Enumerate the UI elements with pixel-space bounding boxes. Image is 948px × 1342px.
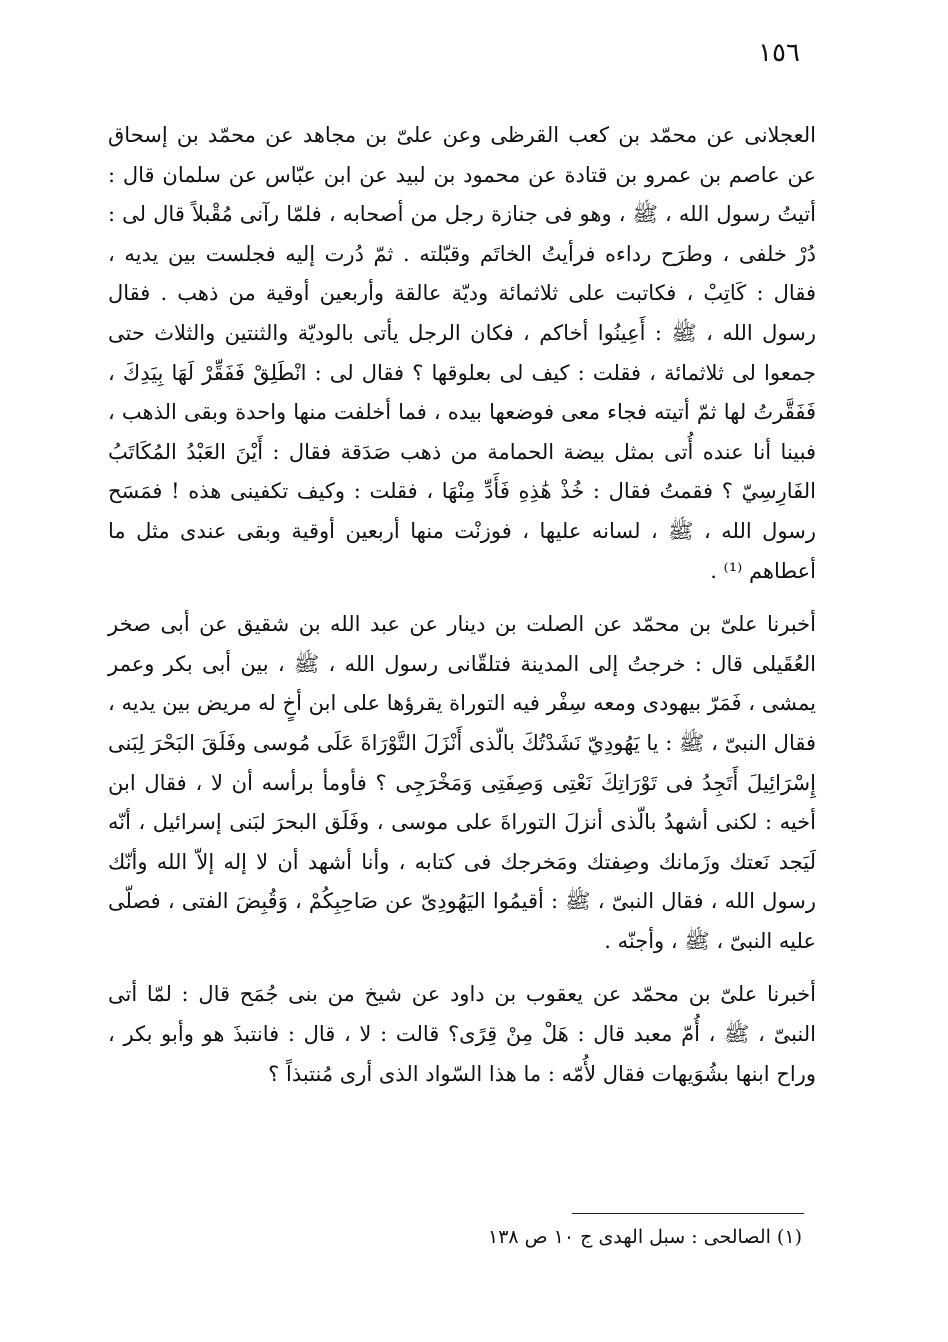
footnote: (١) الصالحى : سبل الهدى ج ١٠ ص ١٣٨ xyxy=(487,1226,802,1248)
page-number: ١٥٦ xyxy=(758,38,800,68)
paragraph-1: العجلانى عن محمّد بن كعب القرظى وعن علىّ بن مجاهد عن محمّد بن إسحاق عن عاصم بن عمرو بن قتادة عن محمود بن لبيد عن ابن عبّاس عن سلمان قال : أتيتُ رسول الله ، ﷺ ، وهو فى جنازة رجل من أصحابه ، فلمّا رآنى مُقْبلاً قال لى : دُرْ خلفى ، وطرَح رداءه فرأيتُ الخاتَم وقبّلته . ثمّ دُرت إليه فجلست بين يديه ، فقال : كَاتِبْ ، فكاتبت على ثلاثمائة وديّة عالقة وأربعين أوقية من ذهب . فقال رسول الله ، ﷺ : أَعِينُوا أخاكم ، فكان الرجل يأتى بالوديّة والثنتين والثلاث حتى جمعوا لى ثلاثمائة ، فقلت : كيف لى بعلوقها ؟ فقال لى : انْطَلِقْ فَفَقِّرْ لَهَا بِيَدِكَ ، فَفَقَّرتُ لها ثمّ أتيته فجاء معى فوضعها بيده ، فما أخلفت منها واحدة وبقى الذهب ، فبينا أنا عنده أُتى بمثل بيضة الحمامة من ذهب صَدَقة فقال : أَيْنَ العَبْدُ المُكَاتَبُ الفَارِسِيّ ؟ فقمتُ فقال : خُذْ هَٰذِهِ فَأَدِّ مِنْهَا ، فقلت : وكيف تكفينى هذه ! فمَسَح رسول الله ، ﷺ ، لسانه عليها ، فوزنْت منها أربعين أوقية وبقى عندى مثل ما أعطاهم ⁽¹⁾ . xyxy=(108,123,816,583)
footnote-divider xyxy=(572,1213,804,1214)
paragraph-3: أخبرنا علىّ بن محمّد عن يعقوب بن داود عن شيخ من بنى جُمَح قال : لمّا أتى النبىّ ، ﷺ ، أُمّ معبد قال : هَلْ مِنْ قِرًى؟ قالت : لا ، قال : فانتبذَ هو وأبو بكر ، وراح ابنها بشُوَيهات فقال لأُمّه : ما هذا السّواد الذى أرى مُنتبذاً ؟ xyxy=(108,982,816,1086)
paragraph-2: أخبرنا علىّ بن محمّد عن الصلت بن دينار عن عبد الله بن شقيق عن أبى صخر العُقَيلى قال : خرجتُ إلى المدينة فتلقّانى رسول الله ، ﷺ ، بين أبى بكر وعمر يمشى ، فَمَرّ بيهودى ومعه سِفْر فيه التوراة يقرؤها على ابن أخٍ له مريض بين يديه ، فقال النبىّ ، ﷺ : يا يَهُودِيّ نَشَدْتُكَ بالّذى أَنْزَلَ التَّوْرَاةَ عَلَى مُوسى وفَلَقَ البَحْرَ لِبَنى إِسْرَائِيلَ أَتَجِدُ فى تَوْرَاتِكَ نَعْتِى وَصِفَتِى وَمَخْرَجِى ؟ فأومأ برأسه أن لا ، فقال ابن أخيه : لكنى أشهدُ بالّذى أنزلَ التوراةَ على موسى ، وفَلَق البحرَ لبَنى إسرائيل ، أنّه لَيَجد نَعتك وزَمانك وصِفتك ومَخرجك فى كتابه ، وأنا أشهد أن لا إله إلاّ الله وأنّك رسول الله ، فقال النبىّ ، ﷺ : أقيمُوا اليَهُودِىّ عن صَاحِبِكُمْ ، وَقُبِضَ الفتى ، فصلّى عليه النبىّ ، ﷺ ، وأجنّه . xyxy=(108,612,816,953)
main-text xyxy=(108,116,816,1094)
